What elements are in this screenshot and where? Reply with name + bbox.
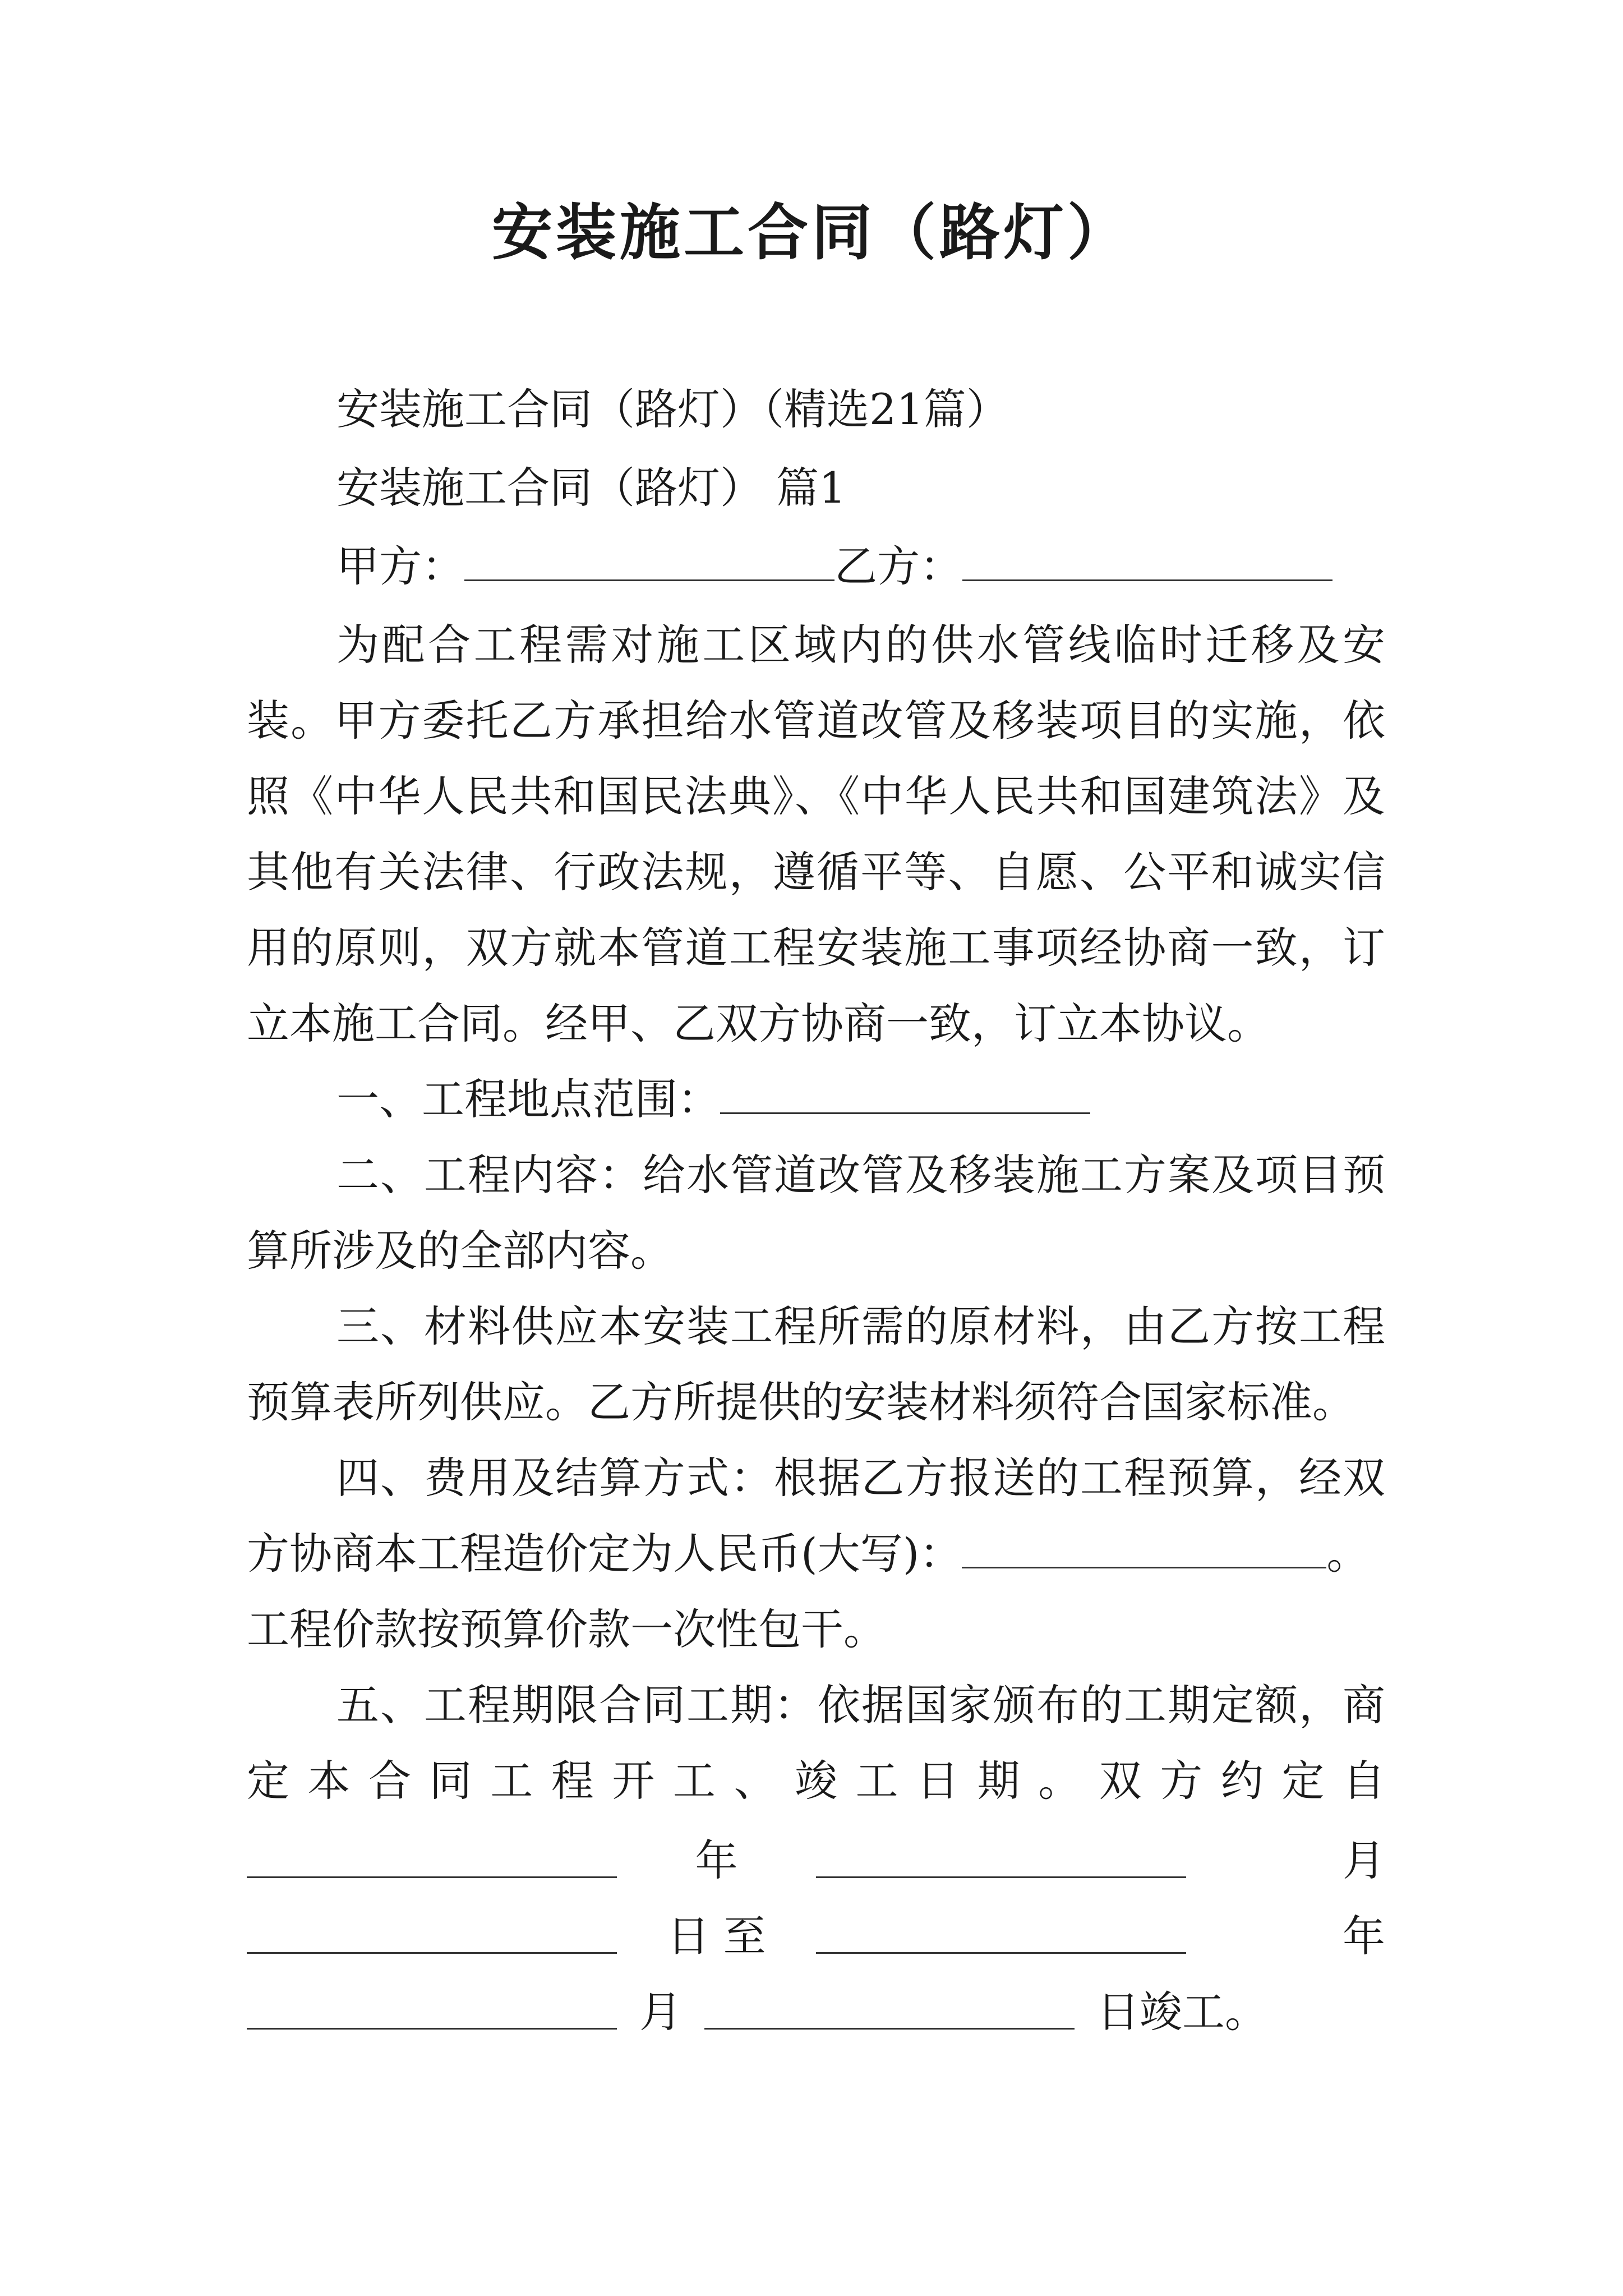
p1-line-5: 用的原则，双方就本管道工程安装施工事项经协商一致，订 xyxy=(247,923,1385,973)
item2-line-1: 二、工程内容：给水管道改管及移装施工方案及项目预 xyxy=(336,1150,1385,1200)
document-title: 安装施工合同（路灯） xyxy=(491,197,1131,268)
item4-period: 。 xyxy=(1326,1529,1370,1579)
item4-line-2 xyxy=(247,1526,1369,1582)
year-label-2: 年 xyxy=(1343,1911,1385,1961)
party-a-blank[interactable] xyxy=(464,540,834,581)
item5-line-2: 定本合同工程开工、竣工日期。双方约定自 xyxy=(247,1756,1385,1806)
item2-line-2: 算所涉及的全部内容。 xyxy=(247,1226,673,1276)
item5-line-1: 五、工程期限合同工期：依据国家颁布的工期定额，商 xyxy=(336,1680,1385,1730)
date-row-2 xyxy=(247,1904,1385,1961)
end-day-blank[interactable] xyxy=(704,1987,1075,2030)
date-row-1 xyxy=(247,1829,1385,1885)
item4-price-label: 方协商本工程造价定为人民币(大写)： xyxy=(247,1529,962,1579)
item1-label: 一、工程地点范围： xyxy=(336,1074,720,1124)
p1-line-1: 为配合工程需对施工区域内的供水管线临时迁移及安 xyxy=(336,620,1385,670)
site-range-blank[interactable] xyxy=(720,1073,1090,1114)
day-to-label: 日 至 xyxy=(667,1911,766,1961)
end-year-blank[interactable] xyxy=(816,1912,1186,1954)
end-month-blank[interactable] xyxy=(247,1987,617,2030)
section-heading: 安装施工合同（路灯） 篇1 xyxy=(336,463,846,513)
subtitle: 安装施工合同（路灯）（精选21篇） xyxy=(336,384,1009,434)
item3-line-2: 预算表所列供应。乙方所提供的安装材料须符合国家标准。 xyxy=(247,1377,1355,1427)
start-month-blank[interactable] xyxy=(816,1836,1186,1878)
party-a-label: 甲方： xyxy=(336,541,464,591)
start-day-blank[interactable] xyxy=(247,1912,617,1954)
year-label: 年 xyxy=(695,1835,738,1885)
p1-line-4: 其他有关法律、行政法规，遵循平等、自愿、公平和诚实信 xyxy=(247,847,1385,897)
party-b-blank[interactable] xyxy=(962,540,1332,581)
party-line xyxy=(336,539,1332,595)
p1-line-3: 照《中华人民共和国民法典》、《中华人民共和国建筑法》及 xyxy=(247,771,1385,821)
p1-line-6: 立本施工合同。经甲、乙双方协商一致，订立本协议。 xyxy=(247,999,1270,1048)
date-row-3 xyxy=(247,1980,1267,2036)
item1-line xyxy=(336,1071,1090,1128)
start-year-blank[interactable] xyxy=(247,1836,617,1878)
item4-line-3: 工程价款按预算价款一次性包干。 xyxy=(247,1604,886,1654)
item3-line-1: 三、材料供应本安装工程所需的原材料，由乙方按工程 xyxy=(336,1301,1385,1351)
p1-line-2: 装。甲方委托乙方承担给水管道改管及移装项目的实施，依 xyxy=(247,696,1385,746)
party-b-label: 乙方： xyxy=(834,541,962,591)
day-end-label: 日竣工。 xyxy=(1097,1986,1267,2037)
month-label: 月 xyxy=(1343,1835,1385,1885)
item4-line-1: 四、费用及结算方式：根据乙方报送的工程预算，经双 xyxy=(336,1453,1385,1503)
contract-price-blank[interactable] xyxy=(962,1527,1326,1568)
month-label-2: 月 xyxy=(639,1986,682,2037)
